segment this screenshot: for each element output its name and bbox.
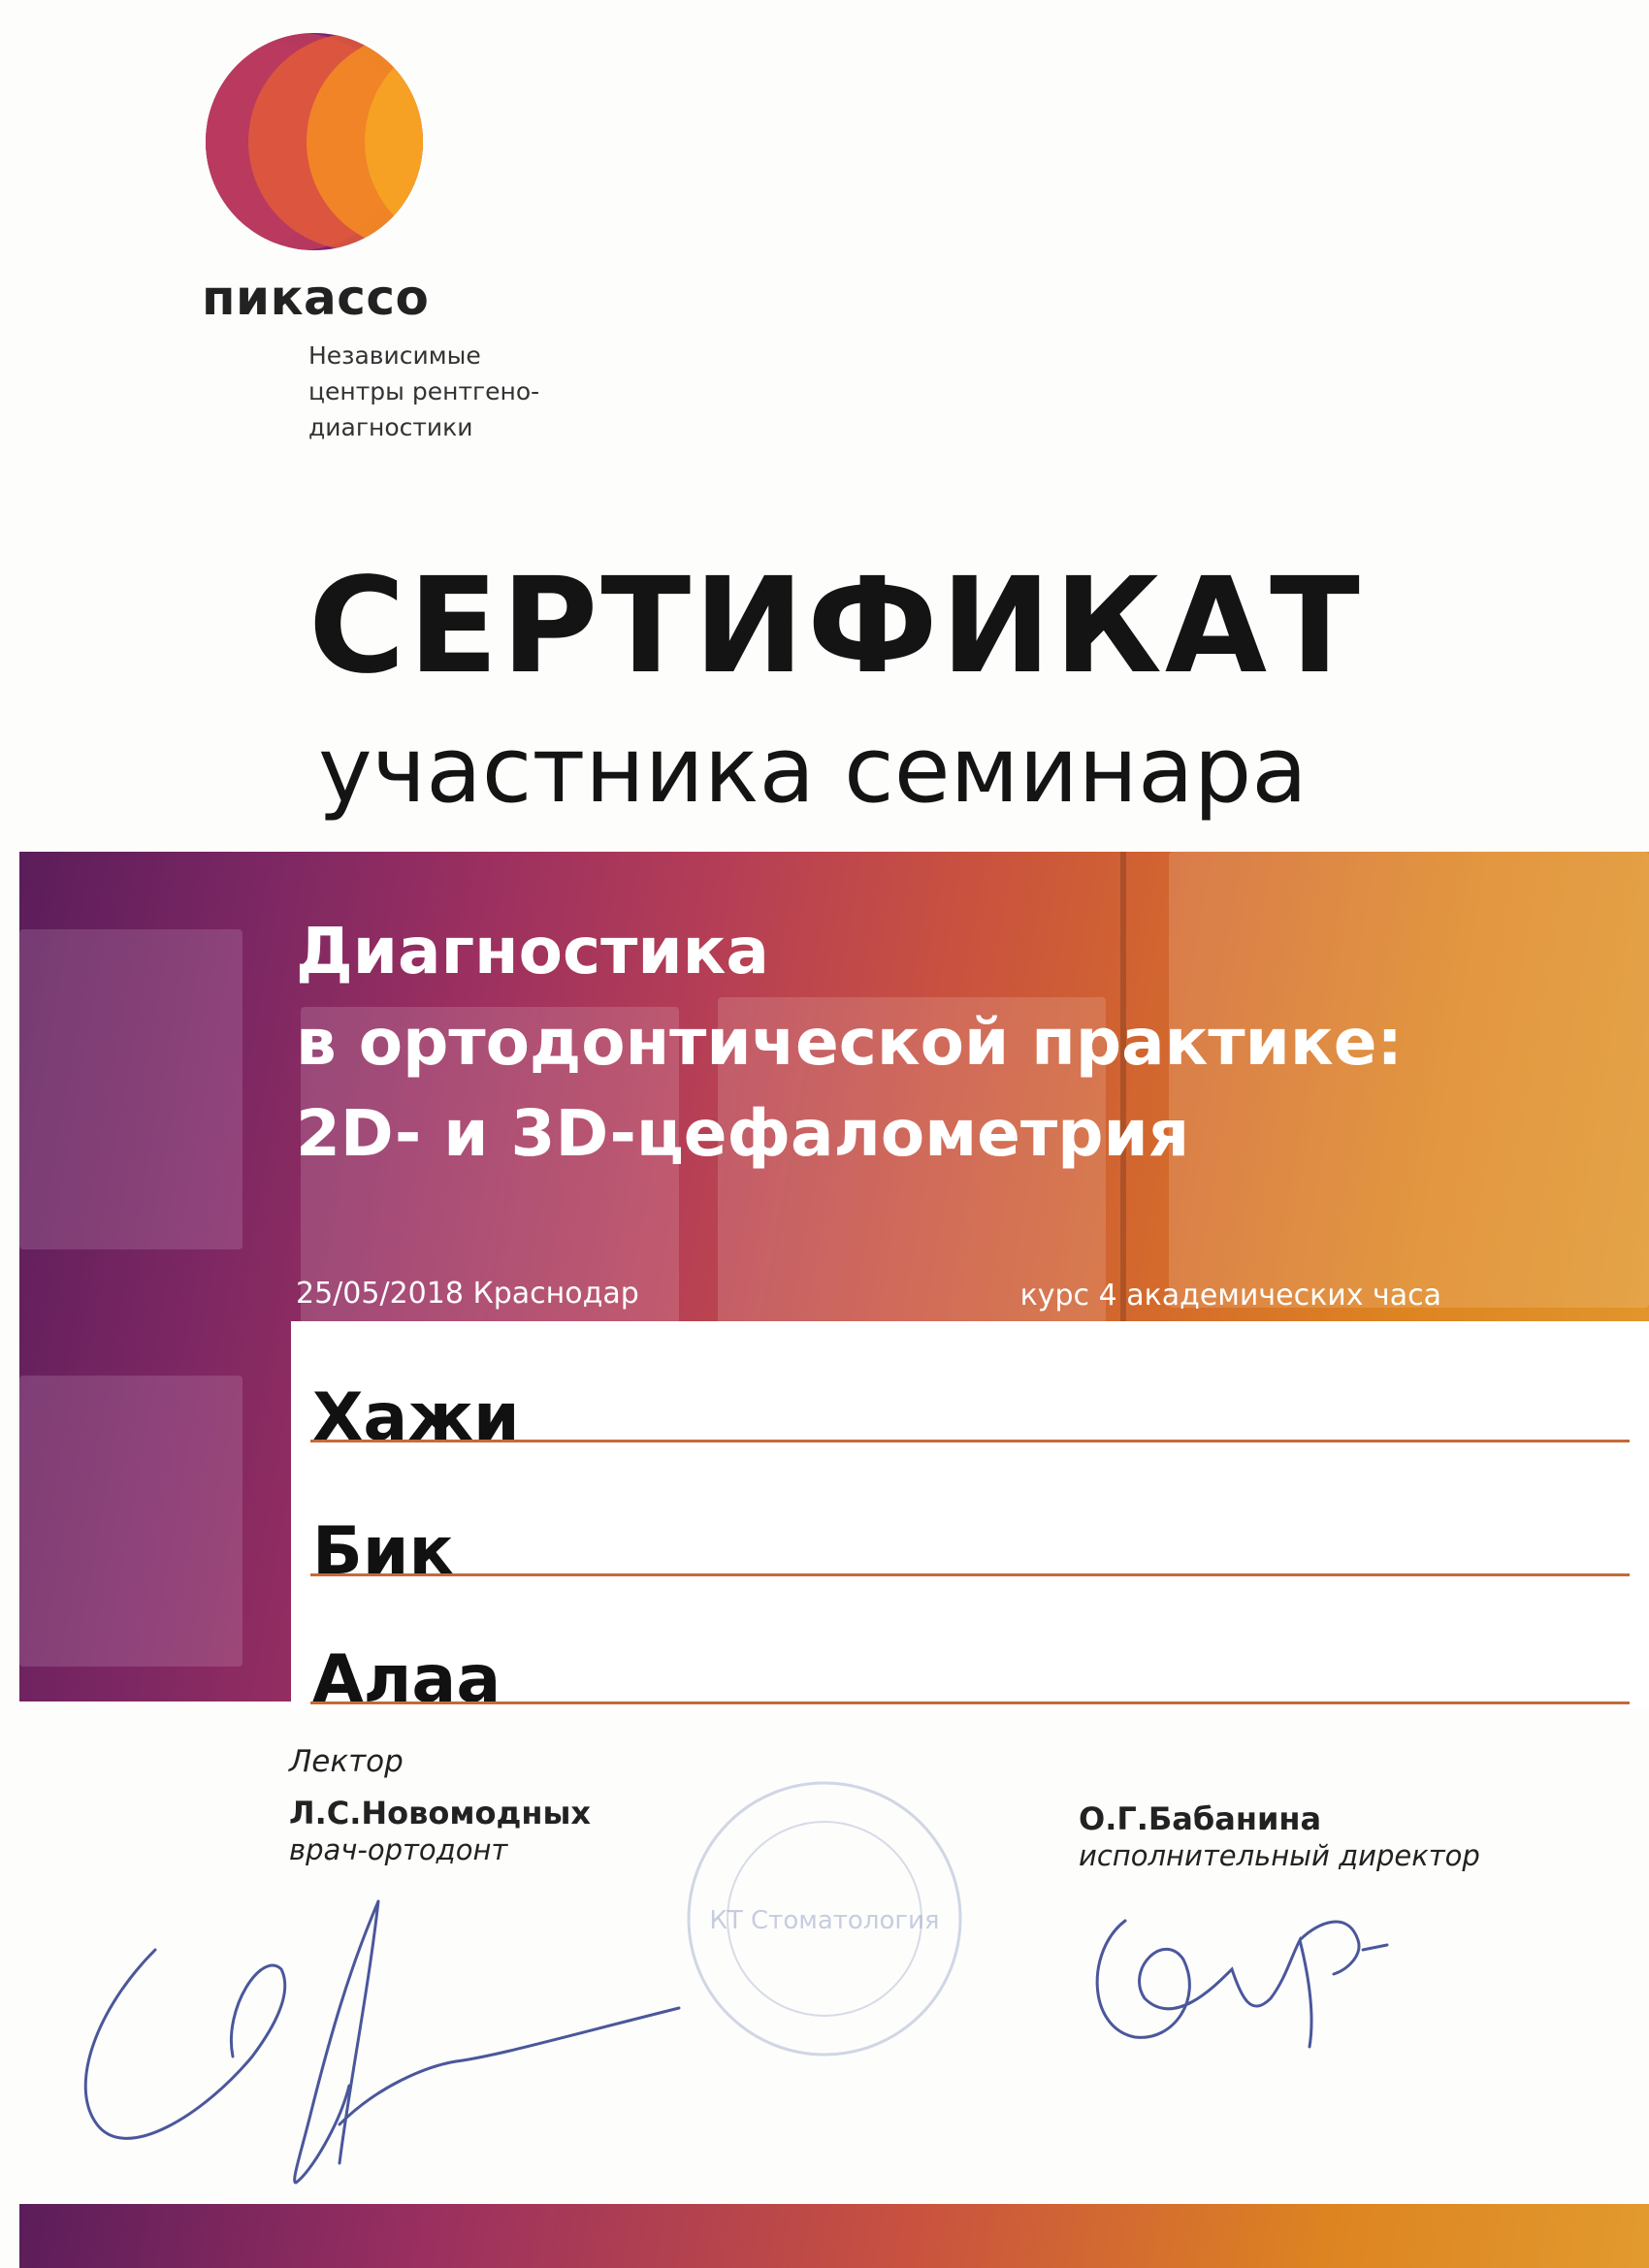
brand-tagline (308, 338, 539, 445)
participant-name-line: Алаа (312, 1641, 501, 1718)
name-underline (310, 1573, 1630, 1576)
tagline-line: центры рентгено- (308, 377, 540, 405)
participant-name-line: Хажи (312, 1379, 520, 1456)
course-title (296, 906, 1403, 1180)
tagline-line: Независимые (308, 341, 481, 370)
course-title-line: 2D- и 3D-цефалометрия (296, 1096, 1190, 1171)
certificate-title: СЕРТИФИКАТ (308, 550, 1363, 703)
picasso-logo-icon (202, 29, 427, 254)
lecturer-signature (58, 1892, 698, 2241)
lecturer-name: Л.С.Новомодных (289, 1795, 592, 1831)
lecturer-title: врач-ортодонт (289, 1833, 508, 1866)
brand-name: пикассо (202, 270, 430, 326)
course-duration: курс 4 академических часа (1019, 1279, 1441, 1312)
participant-name-line: Бик (312, 1513, 454, 1590)
bottom-decorative-strip (19, 2204, 1649, 2268)
stamp-text: КТ Стоматология (709, 1906, 940, 1935)
xray-image (19, 929, 242, 1249)
director-title: исполнительный директор (1079, 1839, 1480, 1872)
xray-image (19, 1376, 242, 1667)
lecturer-label: Лектор (289, 1744, 404, 1779)
certificate-subtitle: участника семинара (318, 718, 1308, 824)
tagline-line: диагностики (308, 413, 473, 441)
course-title-line: в ортодонтической практике: (296, 1005, 1403, 1080)
name-underline (310, 1701, 1630, 1704)
director-signature (1067, 1882, 1397, 2066)
organization-stamp (679, 1773, 970, 2064)
director-name: О.Г.Бабанина (1079, 1800, 1322, 1837)
course-date-place: 25/05/2018 Краснодар (296, 1277, 639, 1311)
course-title-line: Диагностика (296, 914, 769, 988)
name-underline (310, 1440, 1630, 1442)
